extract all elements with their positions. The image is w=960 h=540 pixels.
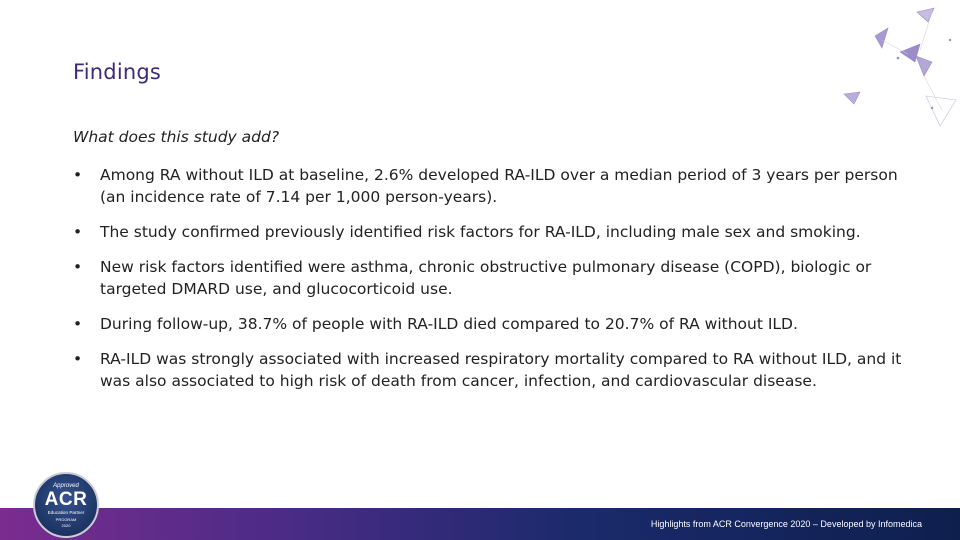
slide-title: Findings	[73, 60, 162, 84]
geometric-network-decoration	[820, 0, 960, 140]
footer-bar	[0, 508, 960, 540]
list-item-text: RA-ILD was strongly associated with increased respiratory mortality compared to RA without ILD, and it was also associated to high risk of death from cancer, infection, and cardiovascular disease.	[100, 350, 902, 390]
bullet-marker: •	[73, 315, 83, 333]
badge-main-text: ACR	[44, 489, 88, 510]
list-item	[73, 164, 913, 208]
footer-credit: Highlights from ACR Convergence 2020 – Developed by Infomedica	[650, 519, 922, 529]
bullet-marker: •	[73, 223, 83, 241]
bullet-marker: •	[73, 166, 83, 184]
list-item	[73, 221, 913, 243]
findings-list	[73, 164, 913, 405]
badge-year-text: 2020	[61, 523, 71, 528]
badge-program-text: PROGRAM	[55, 517, 77, 522]
list-item-text: The study confirmed previously identified risk factors for RA-ILD, including male sex and smoking.	[100, 223, 861, 241]
badge-sub-text: Education Partner	[47, 510, 85, 515]
list-item-text: New risk factors identified were asthma, chronic obstructive pulmonary disease (COPD), biologic or targeted DMARD use, and glucocorticoid use.	[100, 258, 872, 298]
list-item	[73, 348, 913, 392]
bullet-marker: •	[73, 258, 83, 276]
bullet-marker: •	[73, 350, 83, 368]
slide-subtitle: What does this study add?	[73, 128, 280, 146]
list-item	[73, 256, 913, 300]
list-item-text: During follow-up, 38.7% of people with RA-ILD died compared to 20.7% of RA without ILD.	[100, 315, 798, 333]
list-item	[73, 313, 913, 335]
acr-approved-badge	[33, 472, 99, 538]
badge-top-text: Approved	[53, 483, 79, 489]
list-item-text: Among RA without ILD at baseline, 2.6% developed RA-ILD over a median period of 3 years per person (an incidence rate of 7.14 per 1,000 person-years).	[100, 166, 898, 206]
